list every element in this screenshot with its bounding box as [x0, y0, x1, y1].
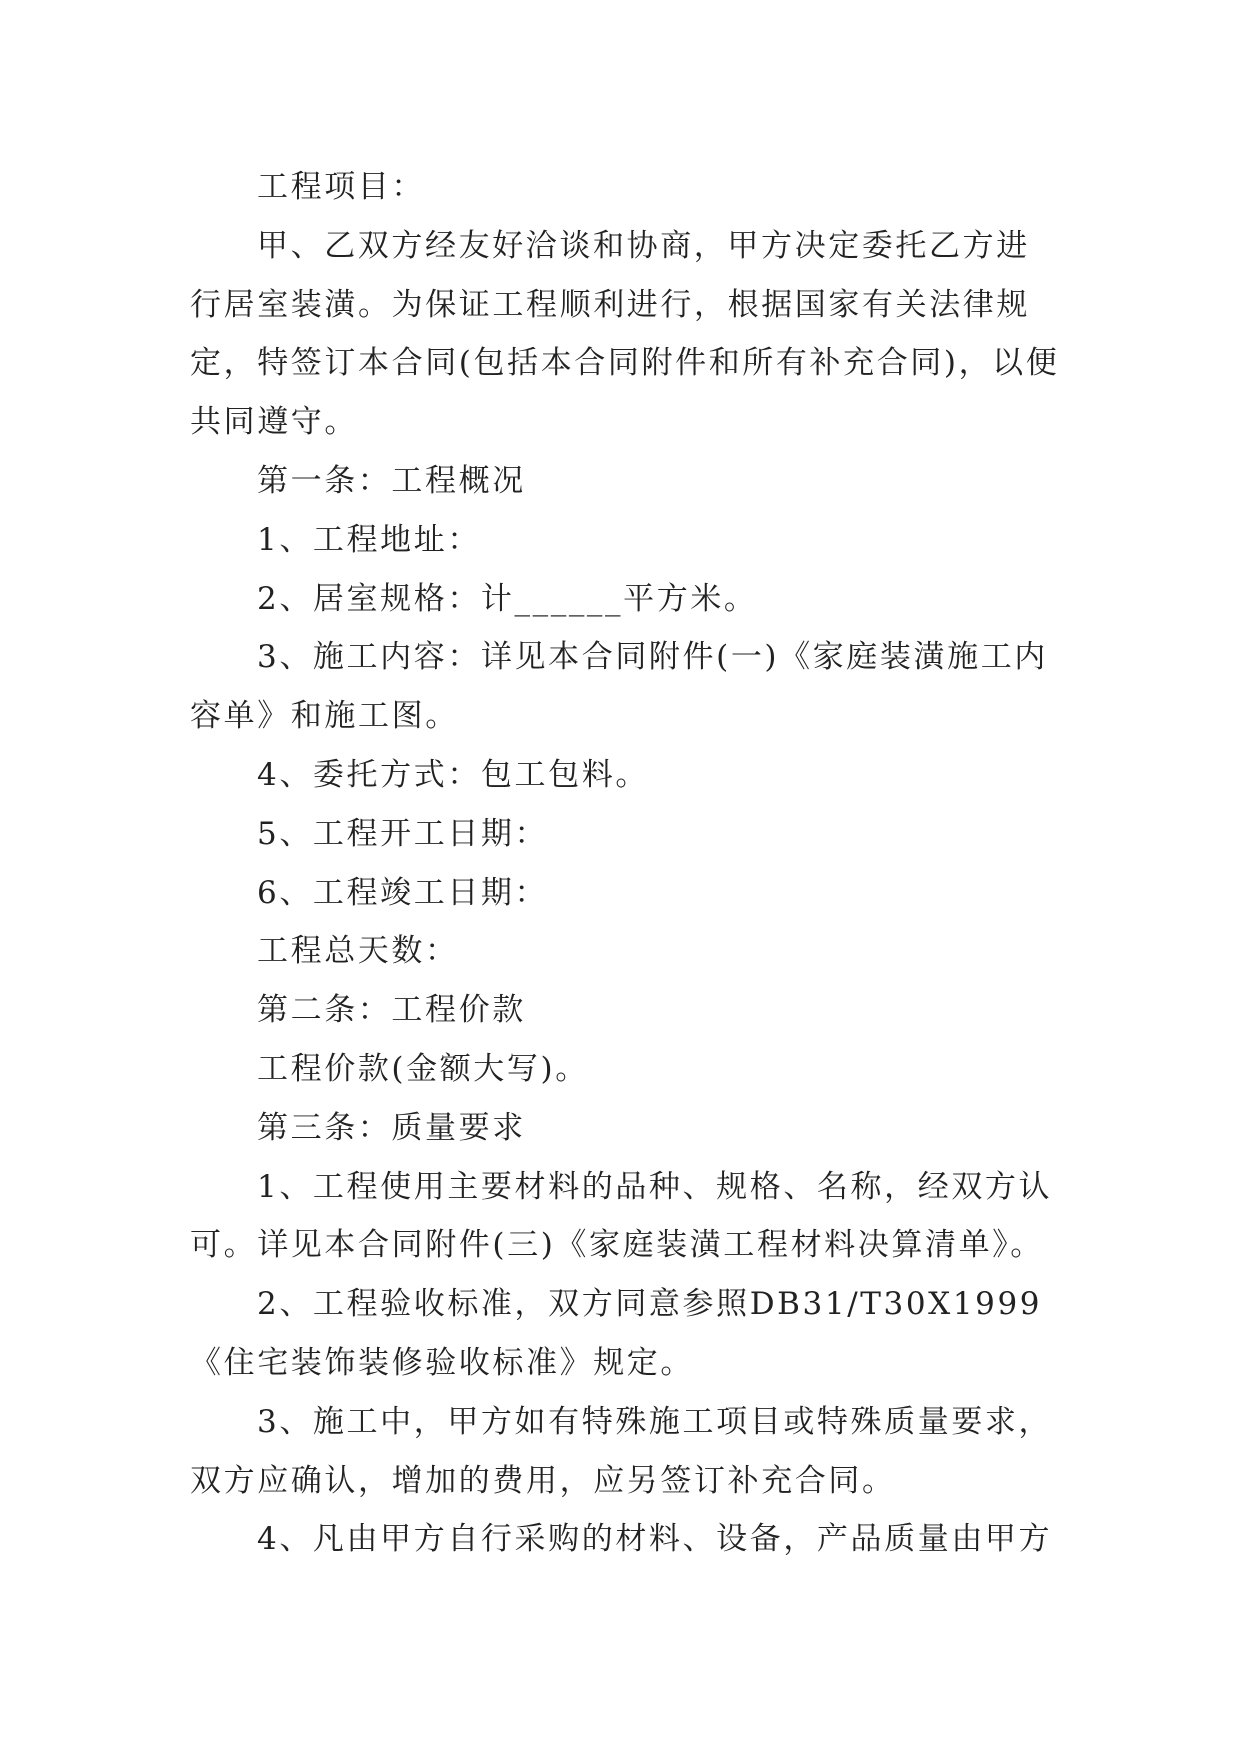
article-1-item-6: 6、工程竣工日期：: [257, 874, 549, 911]
article-3-item-3: 3、施工中，甲方如有特殊施工项目或特殊质量要求，双方应确认，增加的费用，应另签订补充合同。: [190, 1403, 1053, 1499]
document-body: [190, 158, 1060, 1569]
article-3-heading: 第三条：质量要求: [257, 1109, 526, 1146]
article-1-item-2: 2、居室规格：计______平方米。: [257, 580, 758, 617]
article-1-heading: 第一条：工程概况: [257, 462, 526, 499]
project-price-label: 工程价款(金额大写)。: [257, 1050, 589, 1087]
article-3-item-2: 2、工程验收标准，双方同意参照DB31/T30X1999《住宅装饰装修验收标准》规定。: [190, 1286, 1043, 1381]
article-2-heading: 第二条：工程价款: [257, 992, 526, 1029]
project-label: 工程项目：: [257, 169, 425, 205]
article-3-item-4: 4、凡由甲方自行采购的材料、设备，产品质量由甲方: [257, 1521, 1053, 1558]
total-days-label: 工程总天数：: [257, 933, 459, 970]
article-1-item-5: 5、工程开工日期：: [257, 815, 549, 852]
article-1-item-4: 4、委托方式：包工包料。: [257, 756, 649, 793]
article-3-item-1: 1、工程使用主要材料的品种、规格、名称，经双方认可。详见本合同附件(三)《家庭装潢工程材料决算清单》。: [190, 1168, 1053, 1264]
article-1-item-1: 1、工程地址：: [257, 521, 481, 558]
preamble-paragraph: 甲、乙双方经友好洽谈和协商，甲方决定委托乙方进行居室装潢。为保证工程顺利进行，根据国家有关法律规定，特签订本合同(包括本合同附件和所有补充合同)，以便共同遵守。: [190, 227, 1060, 441]
article-1-item-3: 3、施工内容：详见本合同附件(一)《家庭装潢施工内容单》和施工图。: [190, 639, 1048, 735]
